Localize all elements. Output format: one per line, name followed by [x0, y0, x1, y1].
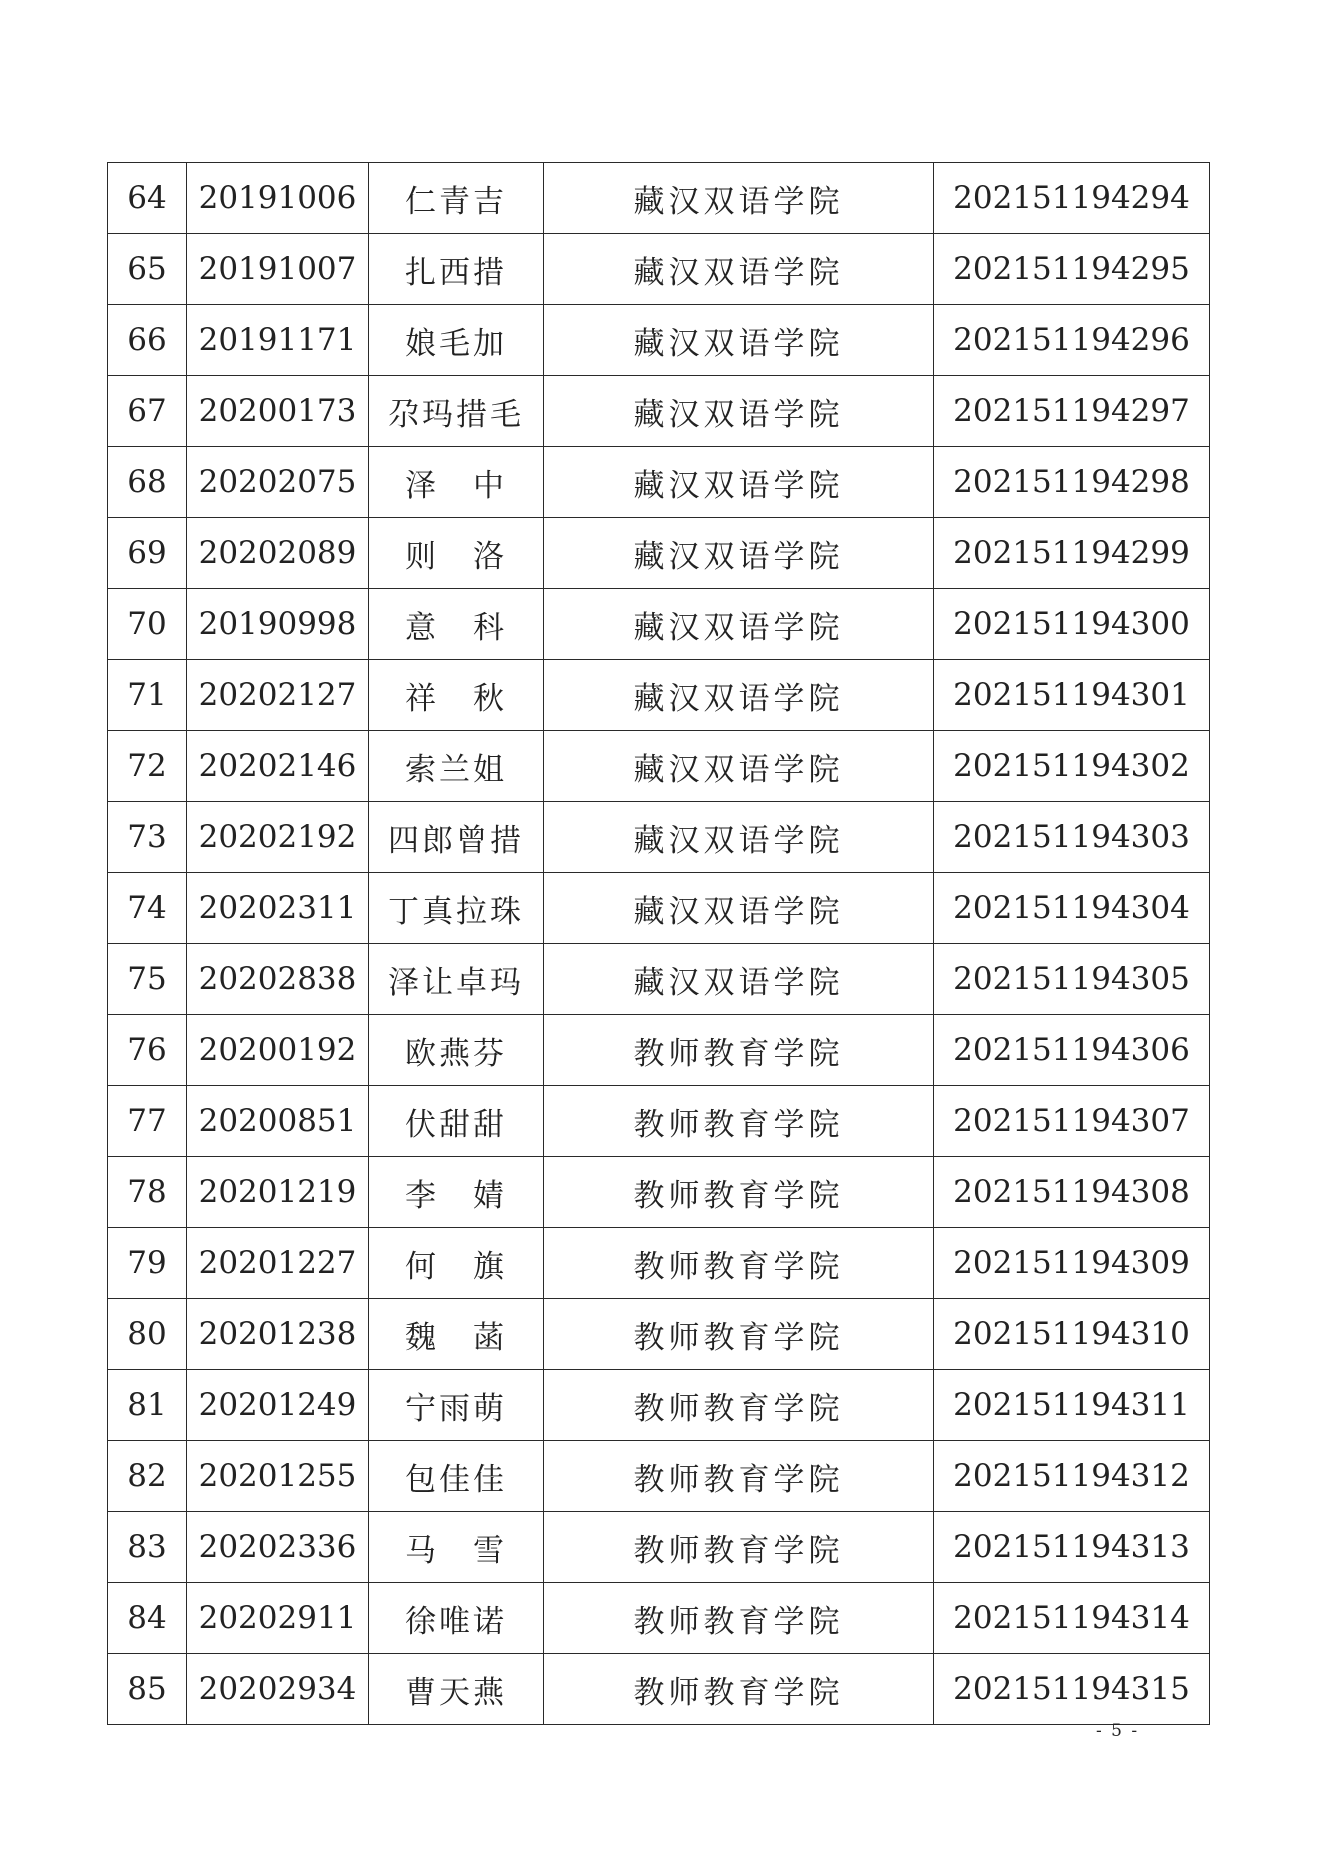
cell-student-name: 四郎曾措	[369, 802, 544, 873]
cell-code: 202151194305	[934, 944, 1210, 1015]
cell-student-name: 宁雨萌	[369, 1370, 544, 1441]
table-row	[108, 447, 1210, 518]
cell-student-id: 20201249	[187, 1370, 369, 1441]
cell-student-id: 20201227	[187, 1228, 369, 1299]
cell-college: 教师教育学院	[544, 1583, 934, 1654]
table-row	[108, 589, 1210, 660]
cell-student-id: 20202838	[187, 944, 369, 1015]
cell-student-name: 仁青吉	[369, 163, 544, 234]
cell-row-number: 85	[108, 1654, 187, 1725]
cell-code: 202151194301	[934, 660, 1210, 731]
cell-student-id: 20190998	[187, 589, 369, 660]
cell-row-number: 83	[108, 1512, 187, 1583]
cell-student-id: 20201255	[187, 1441, 369, 1512]
cell-code: 202151194306	[934, 1015, 1210, 1086]
cell-student-id: 20200192	[187, 1015, 369, 1086]
cell-code: 202151194314	[934, 1583, 1210, 1654]
cell-student-id: 20191007	[187, 234, 369, 305]
cell-student-id: 20202127	[187, 660, 369, 731]
cell-college: 教师教育学院	[544, 1654, 934, 1725]
cell-student-name: 何 旗	[369, 1228, 544, 1299]
cell-code: 202151194303	[934, 802, 1210, 873]
cell-college: 藏汉双语学院	[544, 518, 934, 589]
cell-student-name: 索兰姐	[369, 731, 544, 802]
cell-college: 教师教育学院	[544, 1370, 934, 1441]
cell-student-name: 娘毛加	[369, 305, 544, 376]
table-row	[108, 731, 1210, 802]
cell-code: 202151194297	[934, 376, 1210, 447]
cell-student-name: 祥 秋	[369, 660, 544, 731]
table-row	[108, 1441, 1210, 1512]
cell-student-name: 欧燕芬	[369, 1015, 544, 1086]
cell-student-id: 20202934	[187, 1654, 369, 1725]
cell-row-number: 64	[108, 163, 187, 234]
cell-college: 教师教育学院	[544, 1228, 934, 1299]
table-row	[108, 1370, 1210, 1441]
cell-college: 藏汉双语学院	[544, 305, 934, 376]
cell-code: 202151194296	[934, 305, 1210, 376]
cell-college: 教师教育学院	[544, 1299, 934, 1370]
cell-student-name: 扎西措	[369, 234, 544, 305]
cell-row-number: 80	[108, 1299, 187, 1370]
table-row	[108, 163, 1210, 234]
cell-college: 藏汉双语学院	[544, 234, 934, 305]
cell-student-name: 曹天燕	[369, 1654, 544, 1725]
cell-row-number: 77	[108, 1086, 187, 1157]
cell-row-number: 69	[108, 518, 187, 589]
cell-college: 藏汉双语学院	[544, 589, 934, 660]
cell-student-name: 则 洛	[369, 518, 544, 589]
cell-student-id: 20202911	[187, 1583, 369, 1654]
cell-row-number: 71	[108, 660, 187, 731]
cell-college: 教师教育学院	[544, 1441, 934, 1512]
cell-code: 202151194299	[934, 518, 1210, 589]
cell-code: 202151194313	[934, 1512, 1210, 1583]
cell-college: 教师教育学院	[544, 1086, 934, 1157]
table-body	[108, 163, 1210, 1725]
cell-row-number: 72	[108, 731, 187, 802]
cell-college: 教师教育学院	[544, 1512, 934, 1583]
cell-code: 202151194300	[934, 589, 1210, 660]
cell-row-number: 65	[108, 234, 187, 305]
cell-row-number: 84	[108, 1583, 187, 1654]
cell-row-number: 73	[108, 802, 187, 873]
table-row	[108, 305, 1210, 376]
table-row	[108, 1583, 1210, 1654]
table-row	[108, 944, 1210, 1015]
table-row	[108, 1086, 1210, 1157]
table-row	[108, 1654, 1210, 1725]
cell-student-id: 20201238	[187, 1299, 369, 1370]
cell-row-number: 81	[108, 1370, 187, 1441]
cell-college: 藏汉双语学院	[544, 163, 934, 234]
table-row	[108, 376, 1210, 447]
cell-code: 202151194310	[934, 1299, 1210, 1370]
cell-college: 藏汉双语学院	[544, 944, 934, 1015]
cell-student-id: 20202311	[187, 873, 369, 944]
cell-college: 教师教育学院	[544, 1015, 934, 1086]
cell-code: 202151194311	[934, 1370, 1210, 1441]
cell-college: 藏汉双语学院	[544, 802, 934, 873]
cell-code: 202151194312	[934, 1441, 1210, 1512]
cell-code: 202151194315	[934, 1654, 1210, 1725]
cell-code: 202151194295	[934, 234, 1210, 305]
cell-student-name: 马 雪	[369, 1512, 544, 1583]
table-row	[108, 518, 1210, 589]
cell-student-id: 20201219	[187, 1157, 369, 1228]
cell-student-name: 丁真拉珠	[369, 873, 544, 944]
cell-row-number: 67	[108, 376, 187, 447]
cell-row-number: 66	[108, 305, 187, 376]
student-list-table	[107, 162, 1210, 1725]
cell-code: 202151194294	[934, 163, 1210, 234]
cell-student-id: 20202075	[187, 447, 369, 518]
cell-code: 202151194309	[934, 1228, 1210, 1299]
cell-college: 藏汉双语学院	[544, 873, 934, 944]
cell-student-name: 魏 菡	[369, 1299, 544, 1370]
cell-row-number: 79	[108, 1228, 187, 1299]
cell-row-number: 75	[108, 944, 187, 1015]
cell-student-id: 20191006	[187, 163, 369, 234]
table-row	[108, 234, 1210, 305]
cell-student-id: 20202192	[187, 802, 369, 873]
cell-college: 藏汉双语学院	[544, 376, 934, 447]
cell-college: 藏汉双语学院	[544, 660, 934, 731]
cell-student-id: 20202336	[187, 1512, 369, 1583]
cell-student-name: 泽让卓玛	[369, 944, 544, 1015]
cell-student-name: 泽 中	[369, 447, 544, 518]
page-number: - 5 -	[1096, 1721, 1140, 1741]
cell-student-id: 20202146	[187, 731, 369, 802]
table-row	[108, 1157, 1210, 1228]
cell-student-name: 李 婧	[369, 1157, 544, 1228]
cell-student-name: 徐唯诺	[369, 1583, 544, 1654]
cell-college: 藏汉双语学院	[544, 447, 934, 518]
cell-row-number: 74	[108, 873, 187, 944]
table-row	[108, 1228, 1210, 1299]
table-row	[108, 873, 1210, 944]
table-row	[108, 1015, 1210, 1086]
cell-row-number: 70	[108, 589, 187, 660]
cell-row-number: 76	[108, 1015, 187, 1086]
cell-student-name: 尕玛措毛	[369, 376, 544, 447]
cell-row-number: 68	[108, 447, 187, 518]
cell-college: 藏汉双语学院	[544, 731, 934, 802]
cell-student-name: 包佳佳	[369, 1441, 544, 1512]
table-row	[108, 1512, 1210, 1583]
cell-code: 202151194307	[934, 1086, 1210, 1157]
cell-student-id: 20202089	[187, 518, 369, 589]
cell-code: 202151194304	[934, 873, 1210, 944]
table-row	[108, 1299, 1210, 1370]
cell-college: 教师教育学院	[544, 1157, 934, 1228]
cell-student-id: 20191171	[187, 305, 369, 376]
cell-student-id: 20200851	[187, 1086, 369, 1157]
cell-student-id: 20200173	[187, 376, 369, 447]
cell-student-name: 意 科	[369, 589, 544, 660]
cell-row-number: 82	[108, 1441, 187, 1512]
table-row	[108, 802, 1210, 873]
cell-student-name: 伏甜甜	[369, 1086, 544, 1157]
cell-row-number: 78	[108, 1157, 187, 1228]
cell-code: 202151194308	[934, 1157, 1210, 1228]
cell-code: 202151194302	[934, 731, 1210, 802]
cell-code: 202151194298	[934, 447, 1210, 518]
table-row	[108, 660, 1210, 731]
